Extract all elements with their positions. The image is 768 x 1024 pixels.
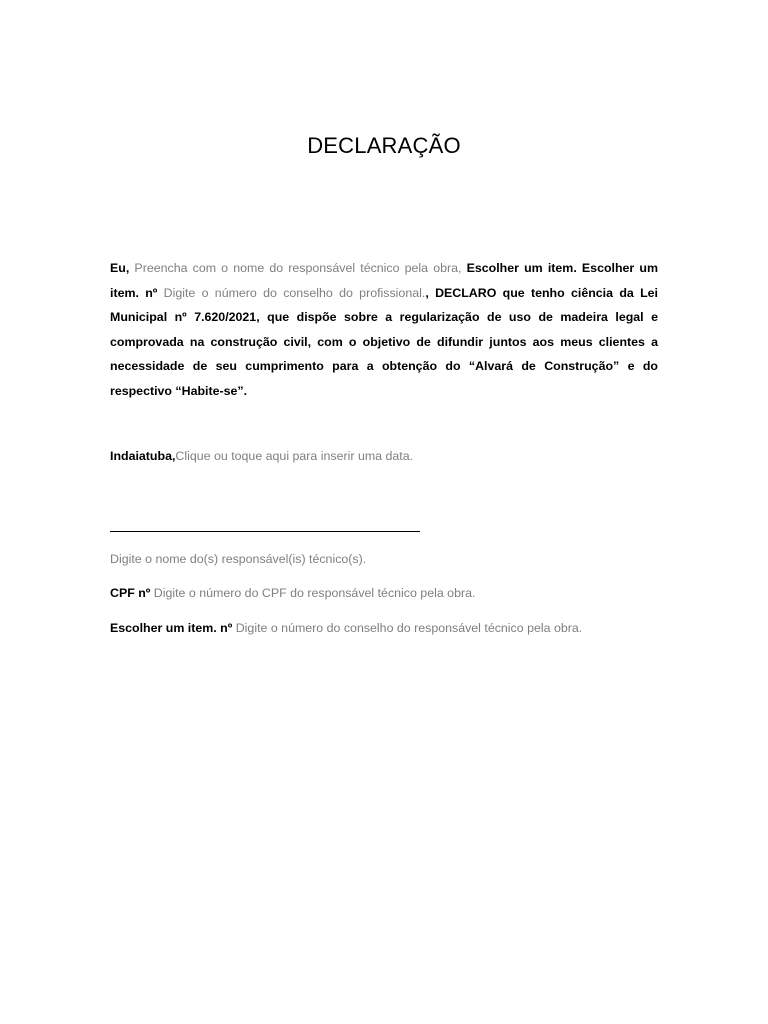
comma-text: , (425, 285, 429, 300)
council-number-label: nº (216, 621, 233, 635)
choose-item-dropdown-1[interactable]: Escolher um item. (461, 261, 577, 275)
declaration-body-text: que tenho ciência da Lei Municipal nº 7.620/2021, que dispõe sobre a regularização de uso de madeira legal e comprovada na construção civil, com o objetivo de difundir juntos aos meus clientes a necessidade de seu cumprimento para a obtenção do “Alvará de Construção” e do respectivo “Habite-se”. (110, 285, 658, 398)
signer-name-row (110, 552, 366, 566)
council-row (110, 621, 582, 635)
council-item-dropdown[interactable]: Escolher um item. (110, 621, 217, 635)
signer-name-field[interactable]: Digite o nome do(s) responsável(is) técnico(s). (110, 552, 367, 566)
number-label: nº (138, 285, 158, 300)
signature-line (110, 531, 420, 532)
cpf-label: CPF nº (110, 586, 151, 600)
council-number-field[interactable]: Digite o número do conselho do profissional. (157, 285, 426, 300)
cpf-row (110, 586, 475, 600)
declaro-text: DECLARO (428, 285, 497, 300)
declaration-paragraph (110, 256, 658, 404)
choose-item-dropdown-2[interactable]: Escolher um item. (110, 261, 658, 300)
cpf-field[interactable]: Digite o número do CPF do responsável técnico pela obra. (150, 586, 476, 600)
council-number-signer-field[interactable]: Digite o número do conselho do responsável técnico pela obra. (232, 621, 583, 635)
city-label: Indaiatuba, (110, 449, 176, 463)
city-date-line (110, 449, 413, 463)
date-picker-field[interactable]: Clique ou toque aqui para inserir uma data. (175, 449, 414, 463)
intro-text: Eu, (110, 261, 130, 275)
technician-name-field[interactable]: Preencha com o nome do responsável técnico pela obra, (129, 261, 462, 275)
document-title: DECLARAÇÃO (307, 133, 461, 158)
